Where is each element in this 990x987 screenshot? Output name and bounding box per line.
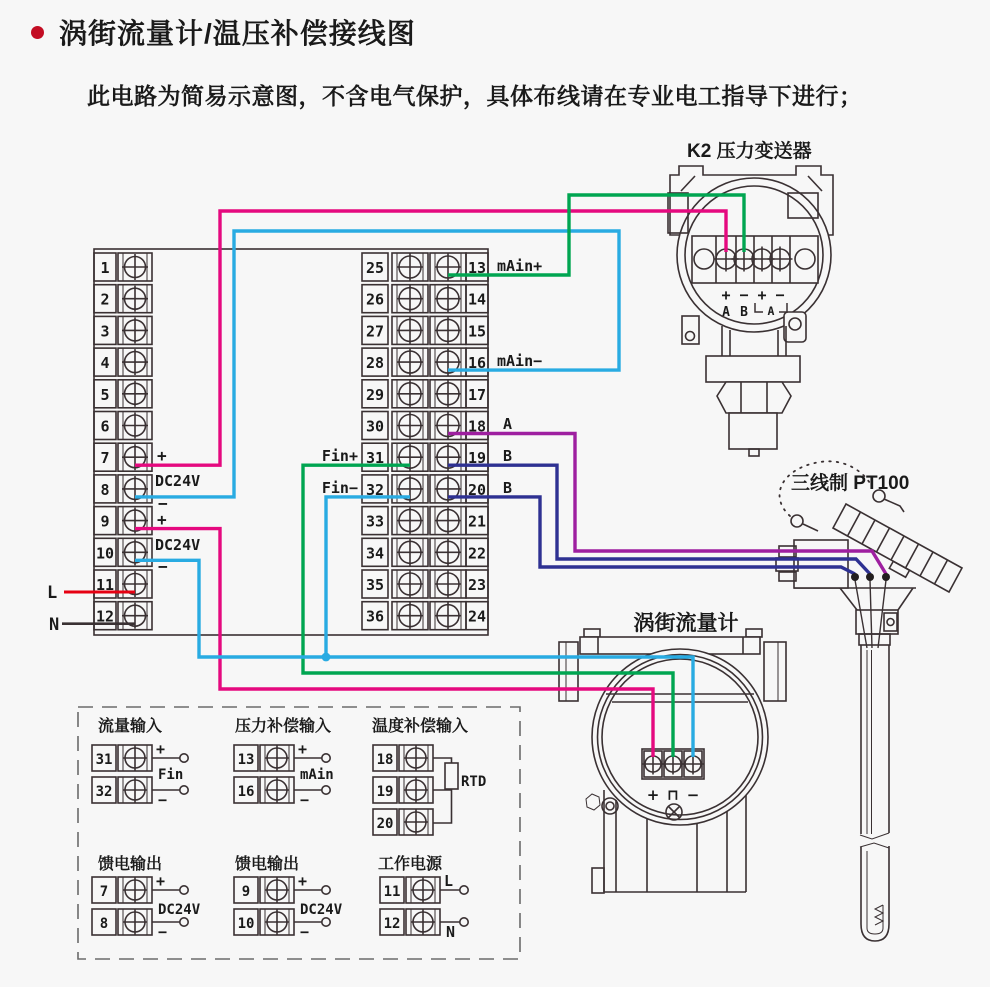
legend-number: 31 (95, 752, 113, 768)
terminal-number: 36 (365, 607, 385, 626)
terminal-row (94, 538, 152, 566)
wire-end-circle (322, 754, 330, 762)
pt100-title: 三线制 PT100 (791, 473, 910, 494)
terminal-number: 7 (100, 449, 110, 468)
pt100-head (794, 540, 848, 588)
rtd-element-icon (875, 905, 883, 925)
legend-plus-label: + (298, 872, 308, 890)
terminal-number: 8 (100, 480, 110, 499)
cap-screw-icon (791, 515, 803, 527)
legend-title: 流量输入 (98, 718, 163, 735)
terminal-number: 10 (95, 544, 115, 563)
wire-end-circle (460, 886, 468, 894)
legend-number: 11 (383, 884, 401, 900)
legend-minus-label: N (446, 923, 456, 941)
legend-name-label: mAin (300, 767, 334, 783)
pt100-sensor (776, 461, 962, 941)
terminal-row (362, 348, 488, 376)
left-terminal-block (94, 253, 152, 630)
fin-plus-label: Fin+ (321, 447, 358, 465)
terminal-row (94, 412, 152, 440)
terminal-number: 5 (100, 385, 110, 404)
main-minus-label: mAin− (497, 352, 543, 370)
terminal-row (94, 507, 152, 535)
terminal-number: 17 (467, 385, 487, 404)
legend-number: 8 (99, 916, 109, 932)
legend-plus-label: + (156, 740, 166, 758)
terminal-number: 30 (365, 417, 385, 436)
wire-end-circle (180, 786, 188, 794)
k2-sign-label: − (775, 286, 785, 304)
line-n-label: N (49, 615, 60, 635)
terminal-row (94, 602, 152, 630)
k2-title: K2 压力变送器 (687, 141, 812, 162)
terminal-number: 23 (467, 576, 487, 594)
panel-frame (94, 249, 488, 635)
pt100-probe-tip (861, 846, 889, 941)
flowmeter-right-flange (764, 642, 786, 701)
legend-minus-label: − (158, 791, 168, 809)
legend-name-label: DC24V (300, 902, 343, 918)
terminal-row (362, 475, 488, 503)
terminal-number: 9 (100, 512, 110, 531)
legend-minus-label: − (300, 923, 310, 941)
pt100-terminal-dot (882, 573, 890, 581)
wire-end-circle (180, 918, 188, 926)
terminal-blocks (94, 249, 488, 635)
legend-name-label: DC24V (158, 902, 201, 918)
terminal-number: 19 (467, 449, 487, 468)
dc24v2-label: DC24V (155, 536, 201, 554)
legend-group-temp-comp-input (372, 716, 486, 835)
terminal-number: 16 (467, 354, 487, 373)
terminal-number: 21 (467, 512, 487, 531)
legend-title: 馈电输出 (98, 856, 163, 873)
terminal-row (362, 507, 488, 535)
terminal-row (94, 570, 152, 598)
legend-group-feed-output-2 (234, 854, 343, 941)
terminal-row (362, 285, 488, 313)
legend-name-label: Fin (158, 767, 184, 783)
k2-bracket-label: A (767, 304, 775, 318)
legend-number: 7 (99, 884, 109, 900)
legend-group-pressure-comp-input (234, 716, 334, 809)
wire-end-circle (460, 918, 468, 926)
terminal-number: 25 (365, 259, 385, 277)
legend-title: 馈电输出 (235, 856, 300, 873)
k2-sign-label: + (721, 286, 731, 304)
terminal-number: 24 (467, 607, 487, 626)
legend-group-feed-output-1 (92, 854, 201, 941)
dc24v2-plus-label: + (157, 510, 167, 529)
wire-end-circle (322, 786, 330, 794)
flowmeter-sign-label: ⊓ (667, 786, 679, 804)
flowmeter-sign-label: − (686, 786, 700, 804)
a-label: A (503, 415, 513, 433)
terminal-number: 35 (365, 576, 385, 594)
terminal-row (362, 538, 488, 566)
terminal-number: 27 (365, 322, 385, 341)
middle-terminal-block (362, 253, 488, 630)
terminal-row (94, 380, 152, 408)
terminal-row (362, 602, 488, 630)
legend-number: 13 (237, 752, 255, 768)
terminal-row (362, 253, 488, 281)
line-l-label: L (47, 583, 58, 603)
page-title: 涡街流量计/温压补偿接线图 (59, 18, 416, 49)
legend-title: 温度补偿输入 (372, 718, 469, 735)
dc24v1-minus-label: − (158, 494, 168, 513)
terminal-number: 15 (467, 322, 487, 341)
legend-minus-label: − (300, 791, 310, 809)
legend-box (78, 707, 520, 959)
k2-sign-label: + (757, 286, 767, 304)
fin-minus-label: Fin− (321, 479, 358, 497)
terminal-number: 32 (365, 480, 385, 499)
rtd-resistor-icon (445, 763, 458, 789)
k2-a-label: A (722, 305, 730, 320)
legend-plus-label: + (156, 872, 166, 890)
terminal-row (362, 380, 488, 408)
terminal-row (94, 443, 152, 471)
legend-number: 19 (376, 784, 394, 800)
terminal-number: 4 (100, 354, 110, 373)
terminal-number: 22 (467, 544, 487, 563)
terminal-number: 20 (467, 480, 487, 499)
terminal-number: 28 (365, 354, 385, 373)
legend-number: 10 (237, 916, 255, 932)
terminal-number: 12 (95, 607, 115, 626)
flowmeter-head-outer (592, 649, 768, 825)
b1-label: B (503, 447, 513, 465)
legend-group-working-power (378, 854, 468, 941)
flowmeter-sign-label: + (646, 786, 660, 804)
legend-number: 32 (95, 784, 113, 800)
terminal-row (94, 316, 152, 344)
terminal-number: 18 (467, 417, 487, 436)
k2-pressure-transmitter (668, 139, 833, 456)
legend-number: 18 (376, 752, 394, 768)
terminal-row (362, 443, 488, 471)
legend-number: 9 (241, 884, 251, 900)
wire-end-circle (322, 886, 330, 894)
legend-group-flow-input (92, 716, 188, 809)
terminal-row (94, 475, 152, 503)
terminal-number: 31 (365, 449, 385, 468)
terminal-number: 13 (467, 259, 487, 277)
terminal-number: 3 (100, 322, 110, 341)
terminal-number: 33 (365, 512, 385, 531)
terminal-number: 1 (100, 259, 110, 277)
legend-title: 工作电源 (378, 856, 443, 873)
terminal-number: 26 (365, 290, 385, 309)
legend-plus-label: L (444, 872, 454, 890)
bolt-icon (586, 794, 600, 810)
flowmeter-title: 涡街流量计 (633, 612, 739, 635)
page-subtitle: 此电路为简易示意图，不含电气保护，具体布线请在专业电工指导下进行； (87, 83, 863, 109)
terminal-row (94, 253, 152, 281)
k2-b-label: B (740, 305, 748, 320)
rtd-label: RTD (461, 774, 487, 790)
dc24v2-minus-label: − (158, 557, 168, 576)
terminal-row (362, 412, 488, 440)
legend-number: 12 (383, 916, 401, 932)
terminal-row (362, 316, 488, 344)
terminal-number: 34 (365, 544, 385, 563)
wire-junction-dot (322, 653, 331, 662)
b2-label: B (503, 479, 513, 497)
terminal-row (362, 570, 488, 598)
legend-number: 20 (376, 816, 394, 832)
legend-plus-label: + (298, 740, 308, 758)
terminal-number: 29 (365, 385, 385, 404)
pt100-terminal-dot (851, 573, 859, 581)
pt100-terminal-dot (866, 573, 874, 581)
terminal-row (94, 285, 152, 313)
legend-title: 压力补偿输入 (235, 718, 332, 735)
wire-end-circle (180, 754, 188, 762)
terminal-number: 14 (467, 290, 487, 309)
terminal-number: 6 (100, 417, 110, 436)
wire-end-circle (180, 886, 188, 894)
legend-minus-label: − (158, 923, 168, 941)
dc24v1-label: DC24V (155, 472, 201, 490)
terminal-number: 11 (95, 576, 115, 594)
terminal-row (94, 348, 152, 376)
legend-number: 16 (237, 784, 255, 800)
dc24v1-plus-label: + (157, 446, 167, 465)
main-plus-label: mAin+ (497, 257, 543, 275)
terminal-number: 2 (100, 290, 110, 309)
wire-end-circle (322, 918, 330, 926)
k2-sign-label: − (739, 286, 749, 304)
